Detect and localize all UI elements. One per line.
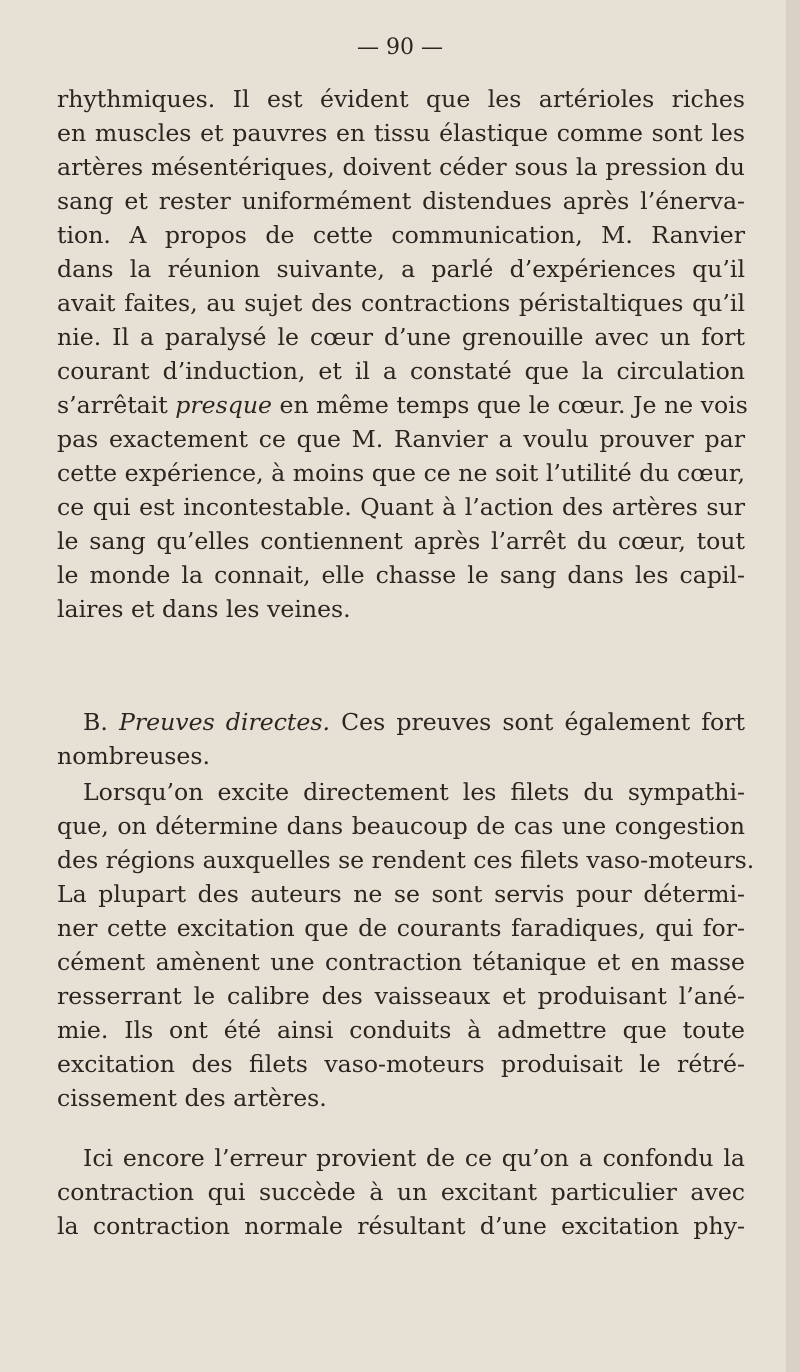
text-run: Ces preuves sont également fort bbox=[329, 708, 745, 736]
paragraph-ici-encore bbox=[57, 1141, 745, 1243]
text-line: avait faites, au sujet des contractions péristaltiques qu’il bbox=[57, 289, 745, 317]
text-run: en même temps que le cœur. Je ne vois bbox=[272, 391, 748, 419]
text-line: sang et rester uniformément distendues après l’énerva- bbox=[57, 187, 745, 215]
text-line: pas exactement ce que M. Ranvier a voulu prouver par bbox=[57, 425, 745, 453]
text-line: ce qui est incontestable. Quant à l’action des artères sur bbox=[57, 493, 745, 521]
text-line: nombreuses. bbox=[57, 742, 210, 770]
text-line: en muscles et pauvres en tissu élastique comme sont les bbox=[57, 119, 745, 147]
text-line: courant d’induction, et il a constaté que la circulation bbox=[57, 357, 745, 385]
paragraph-rhythmiques bbox=[57, 82, 748, 626]
text-line: que, on détermine dans beaucoup de cas une congestion bbox=[57, 812, 745, 840]
text-line: resserrant le calibre des vaisseaux et produisant l’ané- bbox=[57, 982, 745, 1010]
text-line bbox=[57, 388, 748, 422]
text-run: B. bbox=[83, 708, 119, 736]
text-line: ner cette excitation que de courants faradiques, qui for- bbox=[57, 914, 745, 942]
text-line: rhythmiques. Il est évident que les artérioles riches bbox=[57, 85, 745, 113]
text-line: cissement des artères. bbox=[57, 1084, 327, 1112]
paragraph-lorsquon bbox=[57, 775, 755, 1115]
text-line: tion. A propos de cette communication, M. Ranvier bbox=[57, 221, 745, 249]
text-line: des régions auxquelles se rendent ces filets vaso-moteurs. bbox=[57, 846, 755, 874]
text-run: s’arrêtait bbox=[57, 391, 176, 419]
text-line: cément amènent une contraction tétanique et en masse bbox=[57, 948, 745, 976]
page-edge-shadow bbox=[786, 0, 800, 1372]
text-line: Ici encore l’erreur provient de ce qu’on a confondu la bbox=[83, 1144, 745, 1172]
text-line: nie. Il a paralysé le cœur d’une grenouille avec un fort bbox=[57, 323, 745, 351]
text-line: Lorsqu’on excite directement les filets du sympathi- bbox=[83, 778, 745, 806]
text-line: La plupart des auteurs ne se sont servis pour détermi- bbox=[57, 880, 745, 908]
text-line: le monde la connait, elle chasse le sang dans les capil- bbox=[57, 561, 745, 589]
paragraph-preuves-directes bbox=[57, 705, 745, 773]
text-line: le sang qu’elles contiennent après l’arrêt du cœur, tout bbox=[57, 527, 745, 555]
text-line: excitation des filets vaso-moteurs produisait le rétré- bbox=[57, 1050, 745, 1078]
text-line: mie. Ils ont été ainsi conduits à admettre que toute bbox=[57, 1016, 745, 1044]
text-line: dans la réunion suivante, a parlé d’expériences qu’il bbox=[57, 255, 745, 283]
text-line: laires et dans les veines. bbox=[57, 595, 351, 623]
text-line: contraction qui succède à un excitant particulier avec bbox=[57, 1178, 745, 1206]
text-line: cette expérience, à moins que ce ne soit l’utilité du cœur, bbox=[57, 459, 745, 487]
text-line: la contraction normale résultant d’une excitation phy- bbox=[57, 1212, 745, 1240]
section-heading-italic: Preuves directes. bbox=[118, 708, 330, 736]
text-line: artères mésentériques, doivent céder sous la pression du bbox=[57, 153, 745, 181]
italic-word: presque bbox=[175, 391, 272, 419]
text-line bbox=[57, 705, 745, 739]
page-number-header: — 90 — bbox=[357, 35, 443, 60]
